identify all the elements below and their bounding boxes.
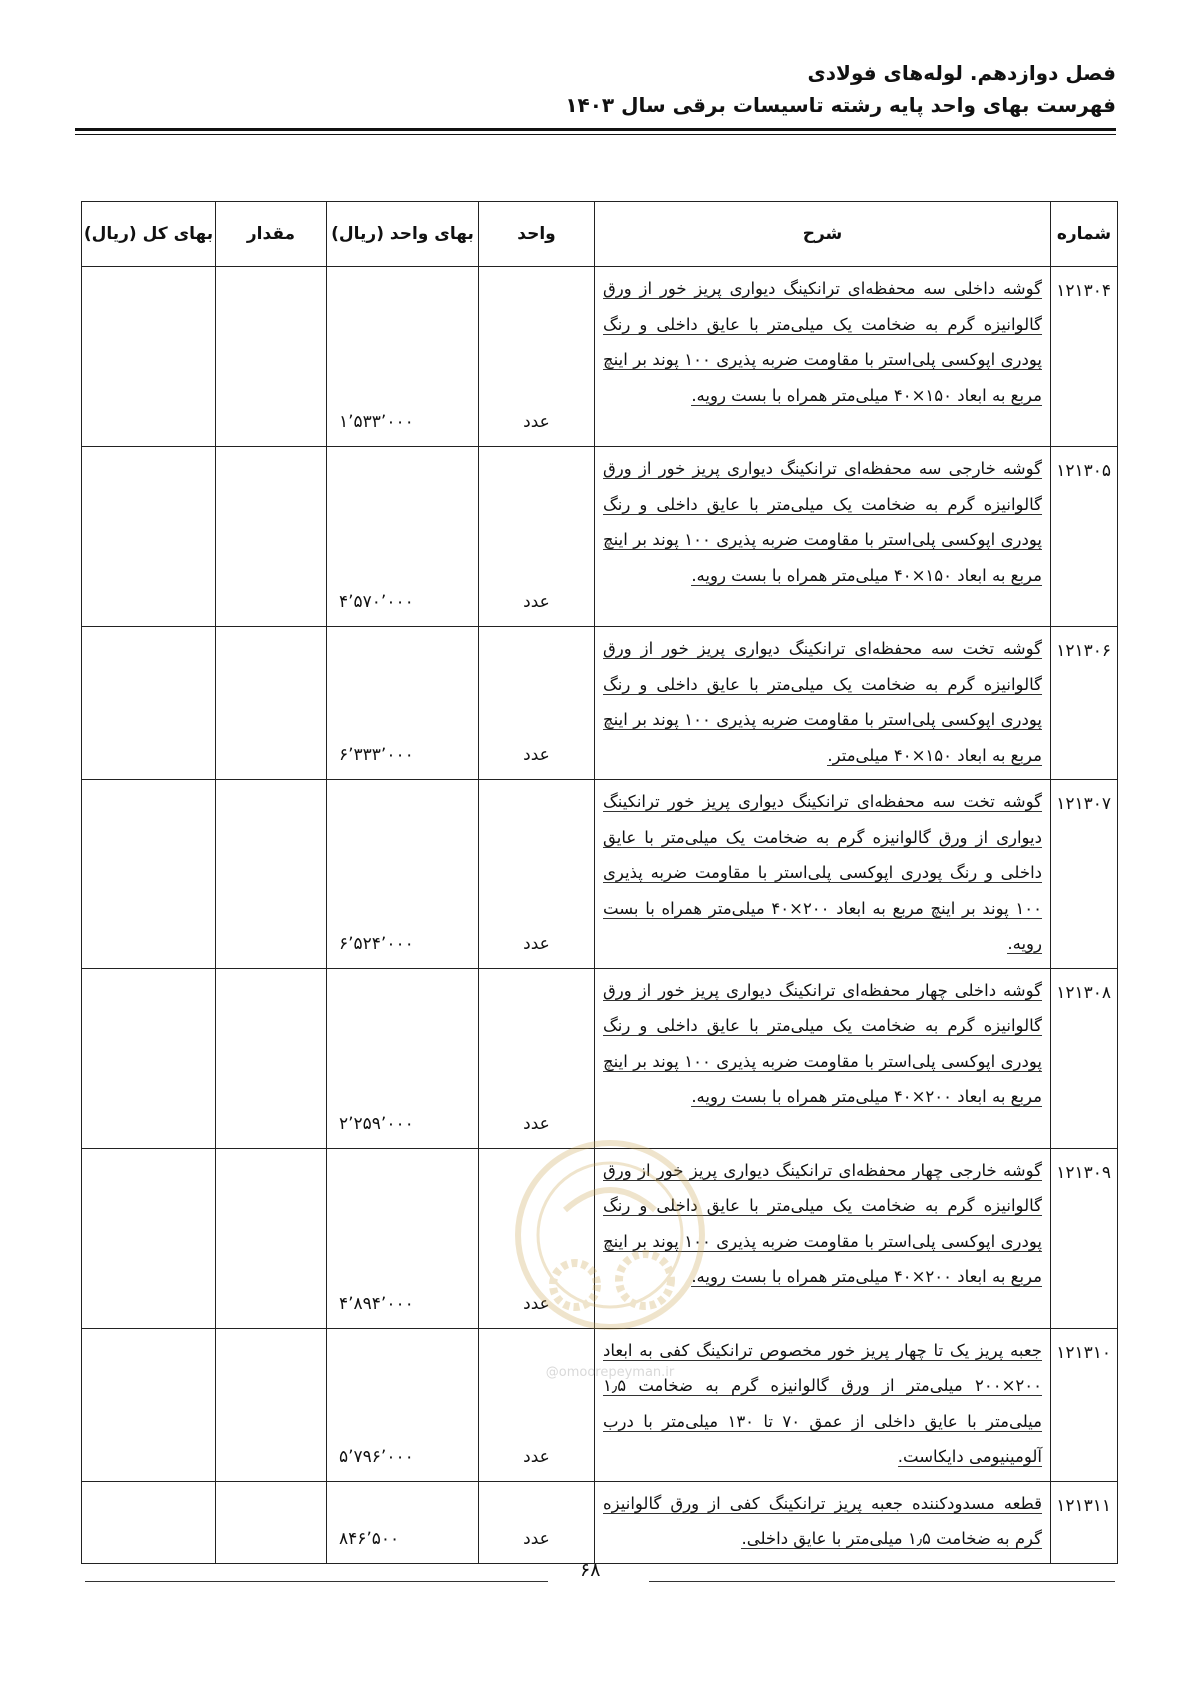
item-description-text: گوشه تخت سه محفظه‌ای ترانکینگ دیواری پریز خور ترانکینگ دیواری از ورق گالوانیزه گرم به ضخامت یک میلی‌متر با عایق داخلی و رنگ پودری اپوکسی پلی‌استر با مقاومت ضربه پذیری ۱۰۰ پوند بر اینچ مربع به ابعاد ۲۰۰×۴۰ میلی‌متر همراه با بست رویه. bbox=[603, 792, 1042, 953]
item-description-text: گوشه داخلی سه محفظه‌ای ترانکینگ دیواری پریز خور از ورق گالوانیزه گرم به ضخامت یک میلی‌متر با عایق داخلی و رنگ پودری اپوکسی پلی‌استر با مقاومت ضربه پذیری ۱۰۰ پوند بر اینچ مربع به ابعاد ۱۵۰×۴۰ میلی‌متر همراه با بست رویه. bbox=[603, 279, 1042, 405]
item-quantity bbox=[216, 780, 327, 969]
item-total-price bbox=[82, 1481, 216, 1563]
column-header-number: شماره bbox=[1051, 202, 1118, 267]
item-description-text: گوشه داخلی چهار محفظه‌ای ترانکینگ دیواری پریز خور از ورق گالوانیزه گرم به ضخامت یک میلی‌متر با عایق داخلی و رنگ پودری اپوکسی پلی‌استر با مقاومت ضربه پذیری ۱۰۰ پوند بر اینچ مربع به ابعاد ۲۰۰×۴۰ میلی‌متر همراه با بست رویه. bbox=[603, 980, 1042, 1106]
table-row bbox=[82, 1148, 1118, 1328]
item-unit: عدد bbox=[479, 447, 595, 627]
table-row bbox=[82, 780, 1118, 969]
item-number: ۱۲۱۳۰۵ bbox=[1051, 447, 1118, 627]
item-description-text: گوشه تخت سه محفظه‌ای ترانکینگ دیواری پریز خور از ورق گالوانیزه گرم به ضخامت یک میلی‌متر با عایق داخلی و رنگ پودری اپوکسی پلی‌استر با مقاومت ضربه پذیری ۱۰۰ پوند بر اینچ مربع به ابعاد ۱۵۰×۴۰ میلی‌متر. bbox=[603, 639, 1042, 765]
item-unit-price: ۴٬۸۹۴٬۰۰۰ bbox=[327, 1148, 479, 1328]
item-description bbox=[595, 968, 1051, 1148]
item-number: ۱۲۱۳۱۱ bbox=[1051, 1481, 1118, 1563]
item-unit-price: ۵٬۷۹۶٬۰۰۰ bbox=[327, 1328, 479, 1481]
item-description bbox=[595, 447, 1051, 627]
item-total-price bbox=[82, 1148, 216, 1328]
chapter-title: فصل دوازدهم. لوله‌های فولادی bbox=[807, 61, 1116, 85]
column-header-unit: واحد bbox=[479, 202, 595, 267]
item-description-text: گوشه خارجی چهار محفظه‌ای ترانکینگ دیواری پریز خور از ورق گالوانیزه گرم به ضخامت یک میلی‌متر با عایق داخلی و رنگ پودری اپوکسی پلی‌استر با مقاومت ضربه پذیری ۱۰۰ پوند بر اینچ مربع به ابعاد ۲۰۰×۴۰ میلی‌متر همراه با بست رویه. bbox=[603, 1160, 1042, 1286]
footer-rule-left bbox=[85, 1581, 548, 1582]
item-quantity bbox=[216, 447, 327, 627]
item-description bbox=[595, 1148, 1051, 1328]
table-row bbox=[82, 1481, 1118, 1563]
item-unit: عدد bbox=[479, 780, 595, 969]
page-number: ۶۸ bbox=[580, 1559, 601, 1581]
item-unit-price: ۶٬۳۳۳٬۰۰۰ bbox=[327, 627, 479, 780]
item-number: ۱۲۱۳۰۷ bbox=[1051, 780, 1118, 969]
item-description-text: قطعه مسدودکننده جعبه پریز ترانکینگ کفی از ورق گالوانیزه گرم به ضخامت ۱٫۵ میلی‌متر با عایق داخلی. bbox=[603, 1493, 1042, 1548]
item-total-price bbox=[82, 627, 216, 780]
item-unit-price: ۲٬۲۵۹٬۰۰۰ bbox=[327, 968, 479, 1148]
item-total-price bbox=[82, 267, 216, 447]
item-total-price bbox=[82, 447, 216, 627]
column-header-unit-price: بهای واحد (ریال) bbox=[327, 202, 479, 267]
table-header-row bbox=[82, 202, 1118, 267]
table-row bbox=[82, 267, 1118, 447]
item-unit-price: ۸۴۶٬۵۰۰ bbox=[327, 1481, 479, 1563]
item-unit: عدد bbox=[479, 1328, 595, 1481]
item-description bbox=[595, 267, 1051, 447]
item-description-text: گوشه خارجی سه محفظه‌ای ترانکینگ دیواری پریز خور از ورق گالوانیزه گرم به ضخامت یک میلی‌متر با عایق داخلی و رنگ پودری اپوکسی پلی‌استر با مقاومت ضربه پذیری ۱۰۰ پوند بر اینچ مربع به ابعاد ۱۵۰×۴۰ میلی‌متر همراه با بست رویه. bbox=[603, 459, 1042, 585]
item-quantity bbox=[216, 968, 327, 1148]
price-table bbox=[81, 201, 1118, 1564]
item-total-price bbox=[82, 780, 216, 969]
item-unit: عدد bbox=[479, 1148, 595, 1328]
item-quantity bbox=[216, 267, 327, 447]
item-description bbox=[595, 1328, 1051, 1481]
item-unit-price: ۶٬۵۲۴٬۰۰۰ bbox=[327, 780, 479, 969]
footer-rule-right bbox=[649, 1581, 1115, 1582]
item-description bbox=[595, 627, 1051, 780]
item-description bbox=[595, 780, 1051, 969]
item-quantity bbox=[216, 1481, 327, 1563]
header-rule-thin bbox=[75, 134, 1116, 135]
item-quantity bbox=[216, 1148, 327, 1328]
item-number: ۱۲۱۳۱۰ bbox=[1051, 1328, 1118, 1481]
column-header-quantity: مقدار bbox=[216, 202, 327, 267]
document-subtitle: فهرست بهای واحد پایه رشته تاسیسات برقی سال ۱۴۰۳ bbox=[565, 93, 1116, 117]
item-description bbox=[595, 1481, 1051, 1563]
table-row bbox=[82, 447, 1118, 627]
item-number: ۱۲۱۳۰۴ bbox=[1051, 267, 1118, 447]
item-number: ۱۲۱۳۰۹ bbox=[1051, 1148, 1118, 1328]
item-total-price bbox=[82, 1328, 216, 1481]
item-quantity bbox=[216, 627, 327, 780]
page-header bbox=[565, 58, 1116, 120]
item-quantity bbox=[216, 1328, 327, 1481]
table-row bbox=[82, 1328, 1118, 1481]
item-unit-price: ۱٬۵۳۳٬۰۰۰ bbox=[327, 267, 479, 447]
item-unit: عدد bbox=[479, 267, 595, 447]
watermark-text: @omoorepeyman.ir bbox=[545, 1365, 675, 1380]
table-row bbox=[82, 627, 1118, 780]
item-unit: عدد bbox=[479, 1481, 595, 1563]
item-description-text: جعبه پریز یک تا چهار پریز خور مخصوص ترانکینگ کفی به ابعاد ۲۰۰×۲۰۰ میلی‌متر از ورق گالوانیزه گرم به ضخامت ۱٫۵ میلی‌متر با عایق داخلی از عمق ۷۰ تا ۱۳۰ میلی‌متر با درب آلومینیومی دایکاست. bbox=[603, 1340, 1042, 1466]
column-header-description: شرح bbox=[595, 202, 1051, 267]
column-header-total-price: بهای کل (ریال) bbox=[82, 202, 216, 267]
page-footer bbox=[0, 1555, 1191, 1595]
header-rule-thick bbox=[75, 128, 1116, 131]
item-total-price bbox=[82, 968, 216, 1148]
item-number: ۱۲۱۳۰۶ bbox=[1051, 627, 1118, 780]
item-unit-price: ۴٬۵۷۰٬۰۰۰ bbox=[327, 447, 479, 627]
item-unit: عدد bbox=[479, 968, 595, 1148]
item-number: ۱۲۱۳۰۸ bbox=[1051, 968, 1118, 1148]
table-row bbox=[82, 968, 1118, 1148]
item-unit: عدد bbox=[479, 627, 595, 780]
